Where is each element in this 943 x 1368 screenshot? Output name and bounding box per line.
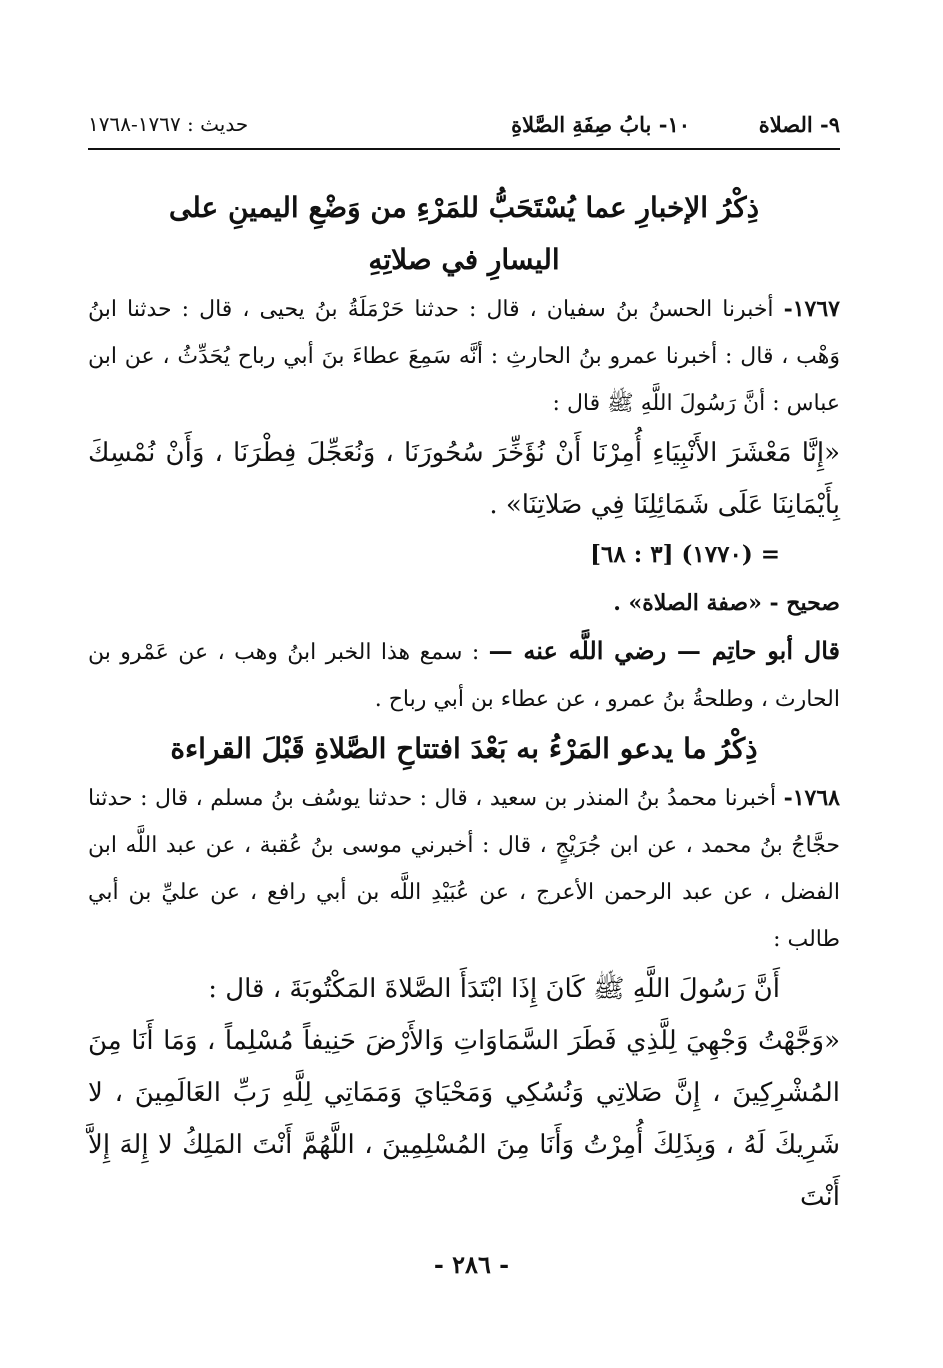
section1-heading bbox=[88, 182, 840, 286]
abu-hatim-comment-text: : سمع هذا الخبر ابنُ وهب ، عن عَمْرو بن الحارث ، وطلحةُ بنُ عمرو ، عن عطاء بن أبي رباح . bbox=[88, 640, 840, 712]
page-body bbox=[88, 182, 840, 1223]
hadith-1767-crossref: = (١٧٧٠) [٣ : ٦٨] bbox=[590, 541, 780, 568]
section1-heading-line2: اليسارِ في صلاتِهِ bbox=[368, 243, 560, 276]
hadith-range: حديث : ١٧٦٧-١٧٦٨ bbox=[88, 112, 249, 136]
page-number: - ٢٨٦ - bbox=[433, 1250, 510, 1279]
hadith-1768-isnad bbox=[88, 775, 840, 963]
hadith-1767-isnad-text: أخبرنا الحسنُ بنُ سفيان ، قال : حدثنا حَرْمَلَةُ بنُ يحيى ، قال : حدثنا ابنُ وَهْب ، قال : أخبرنا عمرو بنُ الحارثِ : أنَّه سَمِعَ عطاءَ بنَ أبي رباح يُحَدِّثُ ، عن ابن عباس : أنَّ رَسُولَ اللَّهِ ﷺ قال : bbox=[88, 297, 840, 416]
section-title: ١٠- بابُ صِفَةِ الصَّلاةِ bbox=[511, 112, 690, 137]
hadith-1768-number: ١٧٦٨- bbox=[783, 785, 840, 811]
hadith-1767-matn: «إِنَّا مَعْشَرَ الأَنْبِيَاءِ أُمِرْنَا أَنْ نُؤَخِّرَ سُحُورَنَا ، وَنُعَجِّلَ فِطْرَنَا ، وَأَنْ نُمْسِكَ بِأَيْمَانِنَا عَلَى شَمَائِلِنَا فِي صَلاتِنَا» . bbox=[88, 438, 840, 520]
abu-hatim-comment bbox=[88, 627, 840, 723]
hadith-1767-number: ١٧٦٧- bbox=[783, 296, 840, 322]
running-header bbox=[88, 104, 840, 150]
hadith-1767-grade: صحيح - «صفة الصلاة» . bbox=[613, 590, 840, 616]
hadith-1767-isnad bbox=[88, 286, 840, 427]
hadith-1768-matn: «وَجَّهْتُ وَجْهِيَ لِلَّذِي فَطَرَ السَّمَاوَاتِ وَالأَرْضَ حَنِيفاً مُسْلِماً ، وَمَا أَنَا مِنَ المُشْرِكِينَ ، إِنَّ صَلاتِي وَنُسُكِي وَمَحْيَايَ وَمَمَاتِي لِلَّهِ رَبِّ العَالَمِينَ ، لا شَرِيكَ لَهُ ، وَبِذَلِكَ أُمِرْتُ وَأَنَا مِنَ المُسْلِمِينَ ، اللَّهُمَّ أَنْتَ المَلِكُ لا إِلهَ إِلاَّ أَنْتَ bbox=[88, 1026, 840, 1212]
section2-heading: ذِكْرُ ما يدعو المَرْءُ به بَعْدَ افتتاحِ الصَّلاةِ قَبْلَ القراءة bbox=[170, 732, 758, 765]
hadith-1768-intro: أَنَّ رَسُولَ اللَّهِ ﷺ كَانَ إِذَا ابْتَدَأَ الصَّلاةَ المَكْتُوبَةَ ، قال : bbox=[208, 974, 780, 1004]
chapter-title: ٩- الصلاة bbox=[758, 112, 840, 137]
section1-heading-line1: ذِكْرُ الإخبارِ عما يُسْتَحَبُّ للمَرْءِ من وَضْعِ اليمينِ على bbox=[168, 191, 760, 224]
abu-hatim-lead: قال أبو حاتِم — رضي اللَّه عنه — bbox=[488, 636, 840, 665]
hadith-1768-isnad-text: أخبرنا محمدُ بنُ المنذر بن سعيد ، قال : حدثنا يوسُف بنُ مسلم ، قال : حدثنا حجَّاجُ بنُ محمد ، عن ابن جُرَيْجٍ ، قال : أخبرني موسى بنُ عُقبة ، عن عبد اللَّه ابن الفضل ، عن عبد الرحمن الأعرج ، عن عُبَيْدِ اللَّه بن أبي رافع ، عن عليِّ بن أبي طالب : bbox=[88, 786, 840, 952]
